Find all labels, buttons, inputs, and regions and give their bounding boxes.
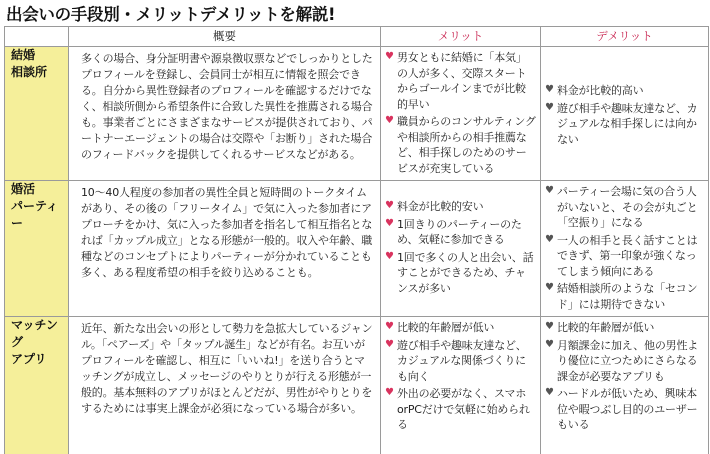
table-row bbox=[5, 317, 709, 454]
header-merit: メリット bbox=[381, 27, 541, 47]
heart-icon: ♥ bbox=[385, 321, 394, 332]
category-line: マッチング bbox=[11, 318, 58, 349]
broken-heart-icon: ♥ bbox=[545, 282, 554, 293]
demerit-cell bbox=[541, 47, 709, 181]
demerit-item: ♥ パーティー会場に気の合う人がいないと、その会が丸ごと「空振り」になる bbox=[545, 185, 698, 229]
broken-heart-icon: ♥ bbox=[545, 233, 554, 245]
demerit-item: ♥ 比較的年齢層が低い bbox=[545, 321, 655, 334]
heart-icon: ♥ bbox=[385, 200, 394, 211]
header-demerit: デメリット bbox=[541, 27, 709, 47]
merit-item: ♥ 外出の必要がなく、スマホorPCだけで気軽に始められる bbox=[385, 387, 530, 431]
comparison-table bbox=[4, 26, 709, 454]
category-cell bbox=[5, 317, 69, 454]
merit-item: ♥ 料金が比較的安い bbox=[385, 200, 484, 213]
overview-cell: 近年、新たな出会いの形として勢力を急拡大しているジャンル。「ペアーズ」や「タップル誕生」などが有名。お互いがプロフィールを確認し、相互に「いいね!」を送り合うとマッチングが成立し、メッセージのやりとりが行える形態が一般的。基本無料のアプリがほとんどだが、男性がやりとりをするためには事実上課金が必須になっている場合が多い。 bbox=[69, 317, 381, 454]
category-cell bbox=[5, 47, 69, 181]
heart-icon: ♥ bbox=[385, 217, 394, 229]
category-line: アプリ bbox=[11, 352, 47, 366]
heart-icon: ♥ bbox=[385, 51, 394, 62]
heart-icon: ♥ bbox=[385, 115, 394, 126]
heart-icon: ♥ bbox=[385, 338, 394, 350]
broken-heart-icon: ♥ bbox=[545, 387, 554, 398]
category-line: 結婚 bbox=[11, 48, 36, 62]
demerit-item: ♥ 遊び相手や趣味友達など、カジュアルな相手探しには向かない bbox=[545, 101, 698, 146]
merit-item: ♥ 男女ともに結婚に「本気」の人が多く、交際スタートからゴールインまでが比較的早い bbox=[385, 51, 527, 111]
category-line: 婚活 bbox=[11, 182, 36, 196]
table-row bbox=[5, 181, 709, 317]
header-row bbox=[5, 27, 709, 47]
merit-cell bbox=[381, 47, 541, 181]
category-line: パーティー bbox=[11, 199, 59, 230]
demerit-item: ♥ ハードルが低いため、興味本位や暇つぶし目的のユーザーもいる bbox=[545, 387, 698, 431]
overview-cell: 10〜40人程度の参加者の異性全員と短時間のトークタイムがあり、その後の「フリータイム」で気に入った参加者にアプローチをかけ、気に入った参加者を指名して相互指名となれば「カップル成立」となる形態が一般的。収入や年齢、職種などのコンセプトによりパーティーが分かれていることも多く、ある程度希望の相手を絞り込めることも。 bbox=[69, 181, 381, 317]
merit-item: ♥ 1回で多くの人と出会い、話すことができるため、チャンスが多い bbox=[385, 250, 534, 295]
demerit-item: ♥ 月額課金に加え、他の男性より優位に立つためにさらなる課金が必要なアプリも bbox=[545, 338, 699, 383]
heart-icon: ♥ bbox=[385, 387, 394, 398]
page-title: 出会いの手段別・メリットデメリットを解説! bbox=[6, 5, 336, 24]
demerit-cell bbox=[541, 317, 709, 454]
category-cell bbox=[5, 181, 69, 317]
heart-icon: ♥ bbox=[385, 250, 394, 262]
merit-item: ♥ 比較的年齢層が低い bbox=[385, 321, 495, 334]
demerit-item: ♥ 一人の相手と長く話すことはできず、第一印象が強くなってしまう傾向にある bbox=[545, 233, 698, 278]
merit-cell bbox=[381, 181, 541, 317]
broken-heart-icon: ♥ bbox=[545, 185, 554, 196]
header-category bbox=[5, 27, 69, 47]
demerit-item: ♥ 結婚相談所のような「セコンド」には期待できない bbox=[545, 282, 698, 311]
header-overview: 概要 bbox=[69, 27, 381, 47]
table-row bbox=[5, 47, 709, 181]
demerit-cell bbox=[541, 181, 709, 317]
merit-cell bbox=[381, 317, 541, 454]
merit-item: ♥ 職員からのコンサルティングや相談所からの相手推薦など、相手探しのためのサービスが充実している bbox=[385, 115, 536, 175]
broken-heart-icon: ♥ bbox=[545, 338, 554, 350]
overview-cell: 多くの場合、身分証明書や源泉徴収票などでしっかりとしたプロフィールを登録し、会員同士が相互に情報を照会できる。自分から異性登録者のプロフィールを確認するだけでなく、相談所側から希望条件に合致した異性を推薦される場合も。事業者ごとにさまざまなサービスが提供されており、パートナーエージェントの場合は交際や「お断り」された場合のフィードバックを提供してくれるサービスなどがある。 bbox=[69, 47, 381, 181]
category-line: 相談所 bbox=[11, 65, 48, 79]
broken-heart-icon: ♥ bbox=[545, 101, 554, 113]
demerit-item: ♥ 料金が比較的高い bbox=[545, 84, 644, 97]
merit-item: ♥ 遊び相手や趣味友達など、カジュアルな関係づくりにも向く bbox=[385, 338, 527, 383]
merit-item: ♥ 1回きりのパーティーのため、気軽に参加できる bbox=[385, 217, 522, 246]
broken-heart-icon: ♥ bbox=[545, 84, 554, 95]
broken-heart-icon: ♥ bbox=[545, 321, 554, 332]
